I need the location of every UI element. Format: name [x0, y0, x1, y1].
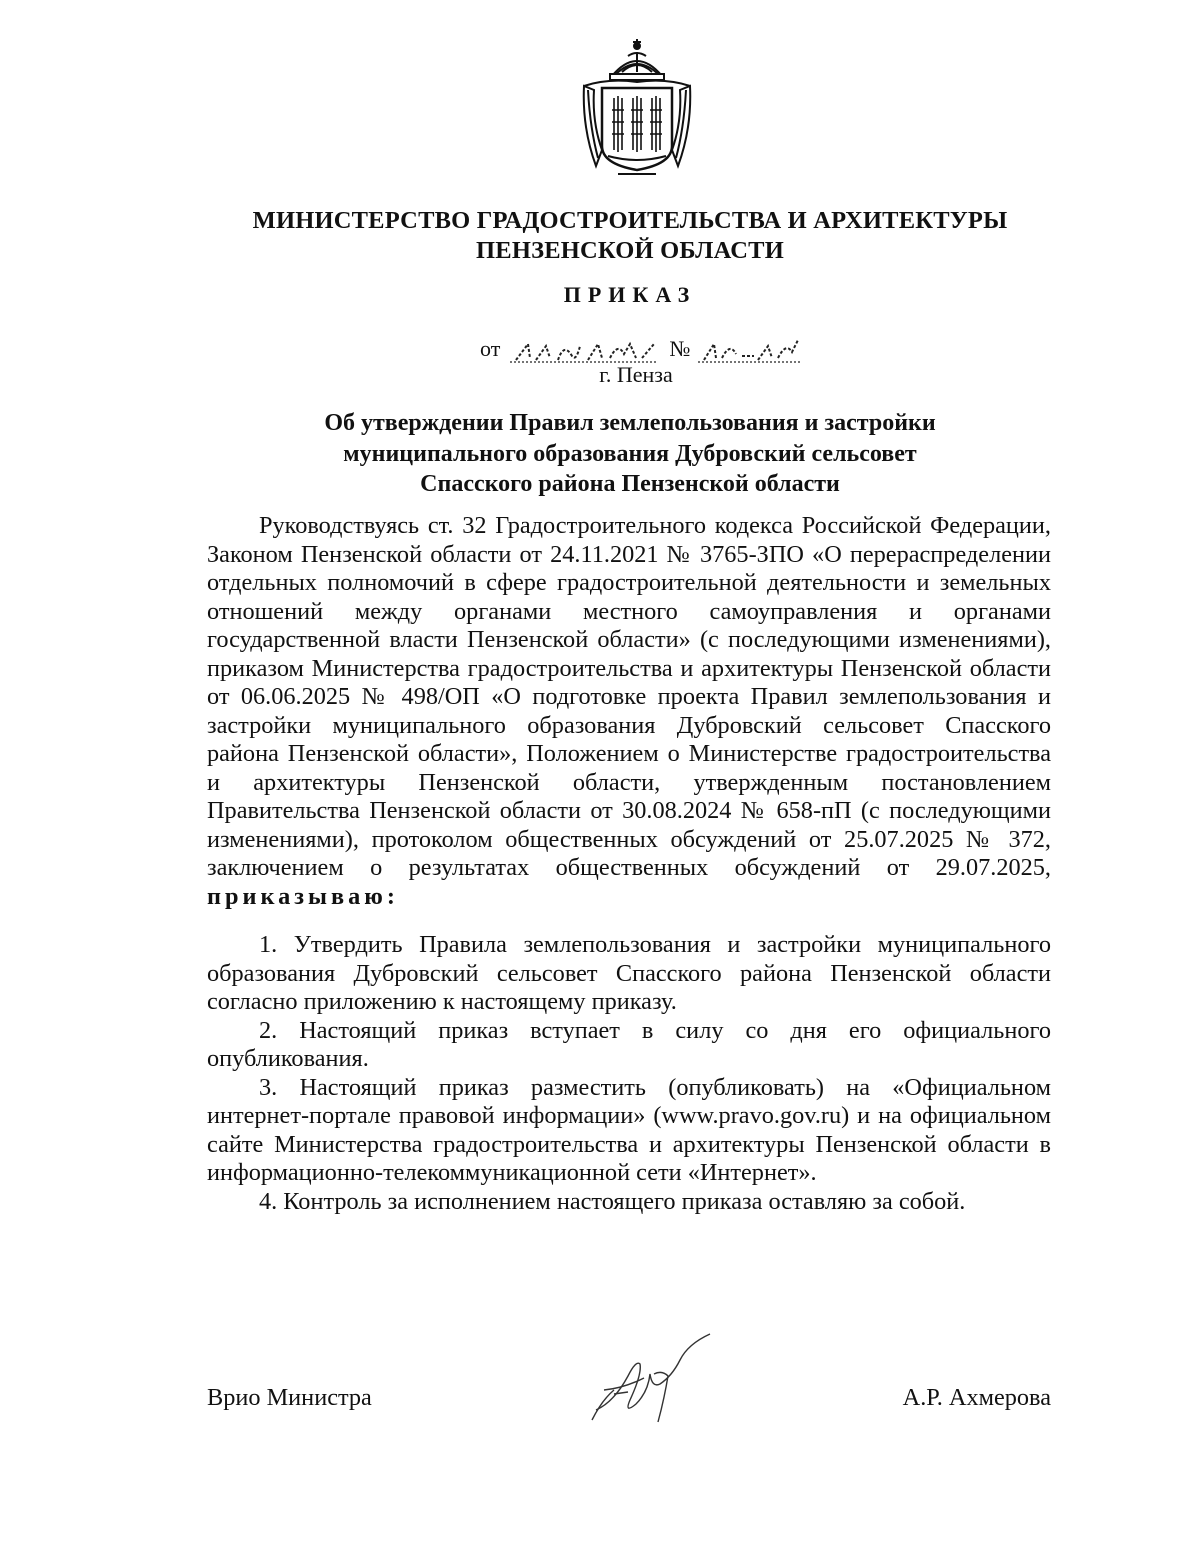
ministry-heading-line1: МИНИСТЕРСТВО ГРАДОСТРОИТЕЛЬСТВА И АРХИТЕКТУРЫ — [252, 207, 1008, 234]
order-item-2: 2. Настоящий приказ вступает в силу со дня его официального опубликования. — [207, 1016, 1051, 1072]
signature-block — [207, 1384, 1051, 1424]
preamble-paragraph — [207, 512, 1051, 911]
date-prefix: от — [480, 336, 501, 361]
coat-of-arms-icon — [578, 38, 696, 180]
signatory-name: А.Р. Ахмерова — [902, 1384, 1051, 1411]
ministry-heading-line2: ПЕНЗЕНСКОЙ ОБЛАСТИ — [476, 237, 784, 264]
order-item-4: 4. Контроль за исполнением настоящего приказа оставляю за собой. — [259, 1187, 966, 1215]
document-type-heading: ПРИКАЗ — [563, 282, 697, 307]
city-label: г. Пенза — [599, 362, 673, 387]
number-prefix: № — [669, 336, 691, 361]
signatory-position: Врио Министра — [207, 1384, 372, 1411]
subject-line1: Об утверждении Правил землепользования и застройки — [324, 410, 936, 436]
ministry-heading — [200, 206, 1060, 266]
subject-line3: Спасского района Пензенской области — [420, 471, 840, 497]
order-item-1: 1. Утвердить Правила землепользования и застройки муниципального образования Дубровский сельсовет Спасского района Пензенской области согласно приложению к настоящему приказу. — [207, 931, 1051, 1015]
document-body — [207, 512, 1051, 1216]
subject-line2: муниципального образования Дубровский сельсовет — [343, 440, 917, 467]
preamble-text: Руководствуясь ст. 32 Градостроительного кодекса Российской Федерации, Законом Пензенской области от 24.11.2021 № 3765-ЗПО «О перераспределении отдельных полномочий в сфере градостроительной деятельности и земельных отношений между органами местного самоуправления и органами государственной власти Пензенской области» (с последующими изменениями), приказом Министерства градостроительства и архитектуры Пензенской области от 06.06.2025 № 498/ОП «О подготовке проекта Правил землепользования и застройки муниципального образования Дубровский сельсовет Спасского района Пензенской области», Положением о Министерстве градостроительства и архитектуры Пензенской области, утвержденным постановлением Правительства Пензенской области от 30.08.2024 № 658-пП (с последующими изменениями), протоколом общественных обсуждений от 25.07.2025 № 372, заключением о результатах общественных обсуждений от 29.07.2025, — [207, 512, 1051, 881]
order-item-3: 3. Настоящий приказ разместить (опубликовать) на «Официальном интернет-портале правовой информации» (www.pravo.gov.ru) и на официальном сайте Министерства градостроительства и архитектуры Пензенской области в информационно-телекоммуникационной сети «Интернет». — [207, 1073, 1051, 1186]
document-subject — [200, 408, 1060, 500]
order-word: приказываю: — [207, 882, 399, 910]
